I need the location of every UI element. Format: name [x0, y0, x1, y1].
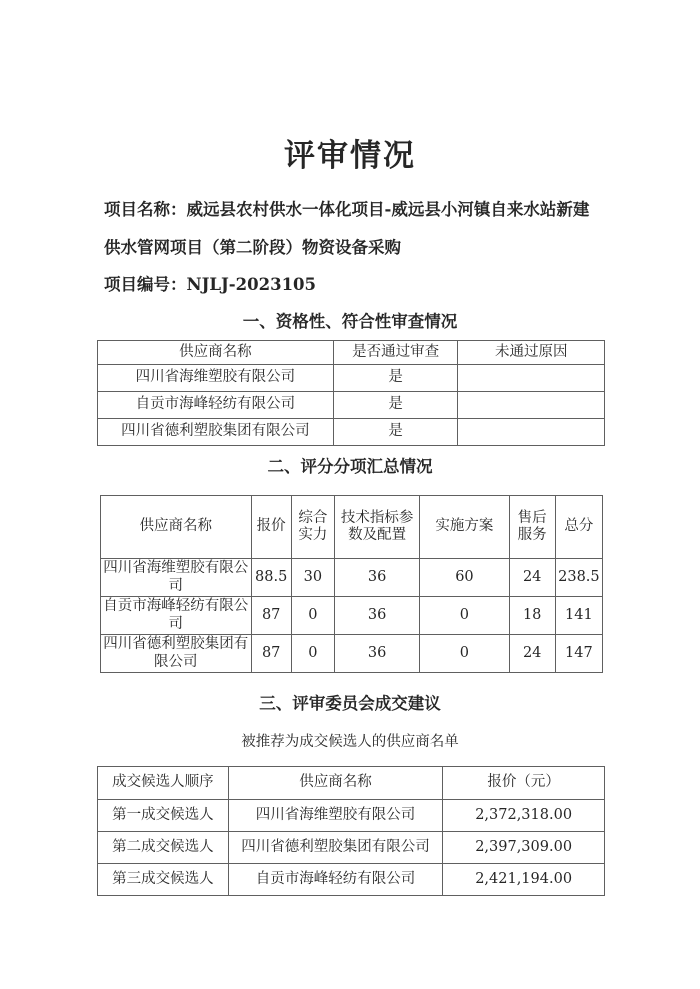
section-heading-recommendation: 三、评审委员会成交建议 — [259, 694, 441, 713]
table-cell: 自贡市海峰轻纺有限公司 — [101, 597, 252, 635]
table-row — [101, 597, 603, 635]
table-row — [98, 800, 605, 832]
column-header: 售后服务 — [509, 496, 555, 559]
table-cell: 141 — [555, 597, 602, 635]
column-header: 供应商名称 — [98, 341, 334, 365]
table-cell — [458, 419, 605, 446]
qualification-review-table — [97, 340, 605, 446]
table-cell: 是 — [333, 419, 458, 446]
table-cell: 18 — [509, 597, 555, 635]
table-cell: 36 — [334, 597, 419, 635]
column-header: 供应商名称 — [228, 767, 442, 800]
table-cell: 第二成交候选人 — [98, 832, 229, 864]
table-cell: 第一成交候选人 — [98, 800, 229, 832]
table-cell: 87 — [251, 597, 291, 635]
table-cell: 四川省海维塑胶有限公司 — [228, 800, 442, 832]
table-cell: 四川省德利塑胶集团有限公司 — [101, 635, 252, 673]
table-row — [98, 365, 605, 392]
table-cell: 四川省海维塑胶有限公司 — [98, 365, 334, 392]
recommendation-subtitle: 被推荐为成交候选人的供应商名单 — [241, 734, 459, 750]
table-cell: 是 — [333, 392, 458, 419]
table-cell: 四川省德利塑胶集团有限公司 — [98, 419, 334, 446]
project-info — [104, 191, 616, 304]
table-cell — [458, 365, 605, 392]
table-cell: 2,372,318.00 — [443, 800, 605, 832]
document-title: 评审情况 — [284, 138, 416, 174]
table-cell — [458, 392, 605, 419]
table-cell: 30 — [291, 559, 334, 597]
column-header: 未通过原因 — [458, 341, 605, 365]
project-number: 项目编号：NJLJ-2023105 — [104, 275, 317, 294]
table-cell: 自贡市海峰轻纺有限公司 — [228, 864, 442, 896]
table-cell: 0 — [291, 635, 334, 673]
table-header-row — [98, 767, 605, 800]
table-cell: 147 — [555, 635, 602, 673]
table-row — [101, 635, 603, 673]
project-name-line-2: 供水管网项目（第二阶段）物资设备采购 — [104, 237, 401, 257]
table-cell: 60 — [420, 559, 509, 597]
column-header: 综合实力 — [291, 496, 334, 559]
column-header: 供应商名称 — [101, 496, 252, 559]
table-header-row — [101, 496, 603, 559]
table-cell: 36 — [334, 635, 419, 673]
column-header: 是否通过审查 — [333, 341, 458, 365]
table-row — [98, 832, 605, 864]
table-cell: 36 — [334, 559, 419, 597]
table-header-row — [98, 341, 605, 365]
column-header: 技术指标参数及配置 — [334, 496, 419, 559]
section-heading-scores: 二、评分分项汇总情况 — [267, 457, 433, 476]
table-cell: 238.5 — [555, 559, 602, 597]
table-row — [98, 864, 605, 896]
table-cell: 是 — [333, 365, 458, 392]
table-cell: 四川省德利塑胶集团有限公司 — [228, 832, 442, 864]
table-cell: 0 — [291, 597, 334, 635]
table-cell: 四川省海维塑胶有限公司 — [101, 559, 252, 597]
table-row — [98, 419, 605, 446]
column-header: 实施方案 — [420, 496, 509, 559]
table-cell: 24 — [509, 635, 555, 673]
table-cell: 24 — [509, 559, 555, 597]
score-summary-table — [100, 495, 603, 673]
table-cell: 第三成交候选人 — [98, 864, 229, 896]
table-cell: 自贡市海峰轻纺有限公司 — [98, 392, 334, 419]
table-cell: 87 — [251, 635, 291, 673]
section-heading-qualification: 一、资格性、符合性审查情况 — [242, 312, 458, 331]
table-row — [98, 392, 605, 419]
table-cell: 88.5 — [251, 559, 291, 597]
column-header: 总分 — [555, 496, 602, 559]
column-header: 报价 — [251, 496, 291, 559]
column-header: 报价（元） — [443, 767, 605, 800]
table-cell: 0 — [420, 597, 509, 635]
table-cell: 2,397,309.00 — [443, 832, 605, 864]
table-cell: 2,421,194.00 — [443, 864, 605, 896]
table-cell: 0 — [420, 635, 509, 673]
candidate-recommendation-table — [97, 766, 605, 896]
project-name-line-1: 项目名称：威远县农村供水一体化项目-威远县小河镇自来水站新建 — [104, 200, 590, 219]
table-row — [101, 559, 603, 597]
column-header: 成交候选人顺序 — [98, 767, 229, 800]
